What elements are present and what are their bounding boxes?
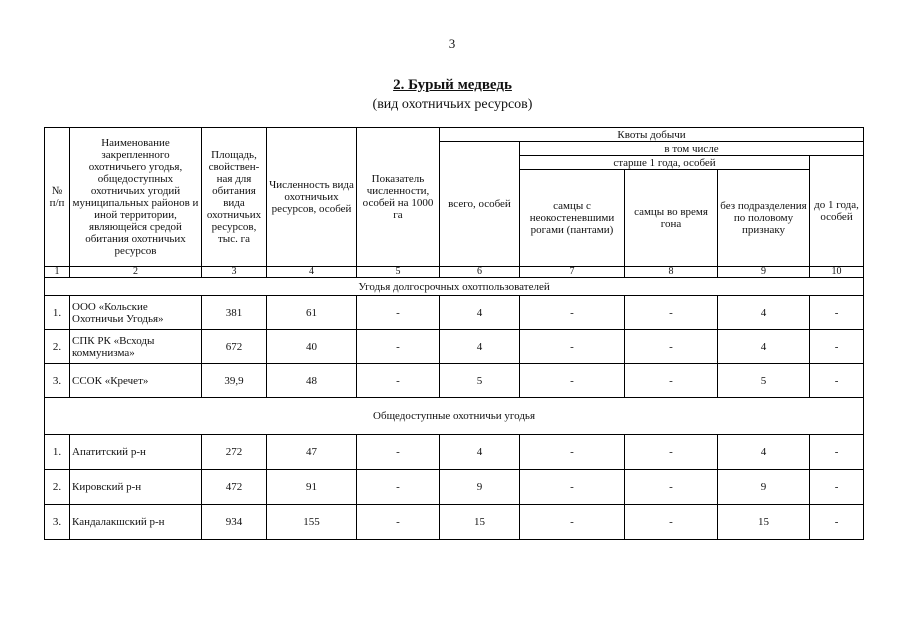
row-nogender: 4 — [718, 330, 810, 364]
row-name: ССОК «Кречет» — [70, 364, 202, 398]
row-nogender: 9 — [718, 470, 810, 505]
row-total: 4 — [440, 296, 520, 330]
row-population: 48 — [267, 364, 357, 398]
row-density: - — [357, 364, 440, 398]
page-number: 3 — [448, 36, 456, 51]
row-num: 3. — [45, 364, 70, 398]
header-population: Численность вида охотничьих ресурсов, особей — [267, 128, 357, 267]
row-antlers: - — [520, 330, 625, 364]
table-row — [45, 505, 864, 540]
column-number: 1 — [45, 267, 70, 278]
row-total: 15 — [440, 505, 520, 540]
row-antlers: - — [520, 435, 625, 470]
row-total: 4 — [440, 435, 520, 470]
header-area: Площадь, свойствен-ная для обитания вида охотничьих ресурсов, тыс. га — [202, 128, 267, 267]
row-density: - — [357, 435, 440, 470]
column-number: 6 — [440, 267, 520, 278]
row-area: 472 — [202, 470, 267, 505]
row-name: Кировский р-н — [70, 470, 202, 505]
row-density: - — [357, 470, 440, 505]
header-older: старше 1 года, особей — [520, 156, 810, 170]
row-young: - — [810, 364, 864, 398]
row-nogender: 15 — [718, 505, 810, 540]
header-under-one: до 1 года, особей — [810, 156, 864, 267]
column-number: 4 — [267, 267, 357, 278]
table-row — [45, 364, 864, 398]
row-population: 47 — [267, 435, 357, 470]
row-area: 381 — [202, 296, 267, 330]
row-area: 934 — [202, 505, 267, 540]
row-total: 9 — [440, 470, 520, 505]
row-num: 3. — [45, 505, 70, 540]
row-nogender: 5 — [718, 364, 810, 398]
header-males-rut: самцы во время гона — [625, 170, 718, 267]
column-number: 8 — [625, 267, 718, 278]
table-row — [45, 435, 864, 470]
row-area: 272 — [202, 435, 267, 470]
row-population: 155 — [267, 505, 357, 540]
header-num: № п/п — [45, 128, 70, 267]
row-population: 61 — [267, 296, 357, 330]
document-title: 2. Бурый медведь — [393, 77, 512, 93]
column-number: 9 — [718, 267, 810, 278]
row-name: Апатитский р-н — [70, 435, 202, 470]
row-area: 672 — [202, 330, 267, 364]
row-population: 91 — [267, 470, 357, 505]
section-title: Общедоступные охотничьи угодья — [45, 398, 864, 435]
row-num: 2. — [45, 470, 70, 505]
column-number: 7 — [520, 267, 625, 278]
row-total: 5 — [440, 364, 520, 398]
table-row — [45, 330, 864, 364]
header-including: в том числе — [520, 142, 864, 156]
section-header — [45, 398, 864, 435]
row-antlers: - — [520, 505, 625, 540]
row-num: 1. — [45, 435, 70, 470]
row-antlers: - — [520, 470, 625, 505]
table-row — [45, 470, 864, 505]
row-young: - — [810, 296, 864, 330]
header-name: Наименование закрепленного охотничьего угодья, общедоступных охотничьих угодий муниципальных районов и иной территории, являющейся средой обитания охотничьих ресурсов — [70, 128, 202, 267]
row-name: Кандалакшский р-н — [70, 505, 202, 540]
row-rut: - — [625, 505, 718, 540]
row-young: - — [810, 330, 864, 364]
row-rut: - — [625, 330, 718, 364]
column-number: 2 — [70, 267, 202, 278]
row-rut: - — [625, 296, 718, 330]
row-antlers: - — [520, 296, 625, 330]
row-density: - — [357, 505, 440, 540]
row-rut: - — [625, 364, 718, 398]
row-nogender: 4 — [718, 435, 810, 470]
row-population: 40 — [267, 330, 357, 364]
row-area: 39,9 — [202, 364, 267, 398]
document-subtitle: (вид охотничьих ресурсов) — [372, 97, 533, 112]
row-young: - — [810, 470, 864, 505]
row-num: 2. — [45, 330, 70, 364]
row-rut: - — [625, 470, 718, 505]
table-row — [45, 296, 864, 330]
column-number: 10 — [810, 267, 864, 278]
row-antlers: - — [520, 364, 625, 398]
column-number: 3 — [202, 267, 267, 278]
header-quotas: Квоты добычи — [440, 128, 864, 142]
row-name: ООО «Кольские Охотничьи Угодья» — [70, 296, 202, 330]
row-name: СПК РК «Всходы коммунизма» — [70, 330, 202, 364]
column-number-row — [45, 267, 864, 278]
header-males-antlers: самцы с неокостеневшими рогами (пантами) — [520, 170, 625, 267]
header-density: Показатель численности, особей на 1000 га — [357, 128, 440, 267]
row-rut: - — [625, 435, 718, 470]
header-no-gender: без подразделения по половому признаку — [718, 170, 810, 267]
column-number: 5 — [357, 267, 440, 278]
quota-table — [44, 127, 864, 540]
row-density: - — [357, 330, 440, 364]
row-density: - — [357, 296, 440, 330]
section-title: Угодья долгосрочных охотпользователей — [45, 278, 864, 296]
row-young: - — [810, 435, 864, 470]
row-young: - — [810, 505, 864, 540]
row-num: 1. — [45, 296, 70, 330]
row-nogender: 4 — [718, 296, 810, 330]
section-header — [45, 278, 864, 296]
header-total: всего, особей — [440, 142, 520, 267]
row-total: 4 — [440, 330, 520, 364]
